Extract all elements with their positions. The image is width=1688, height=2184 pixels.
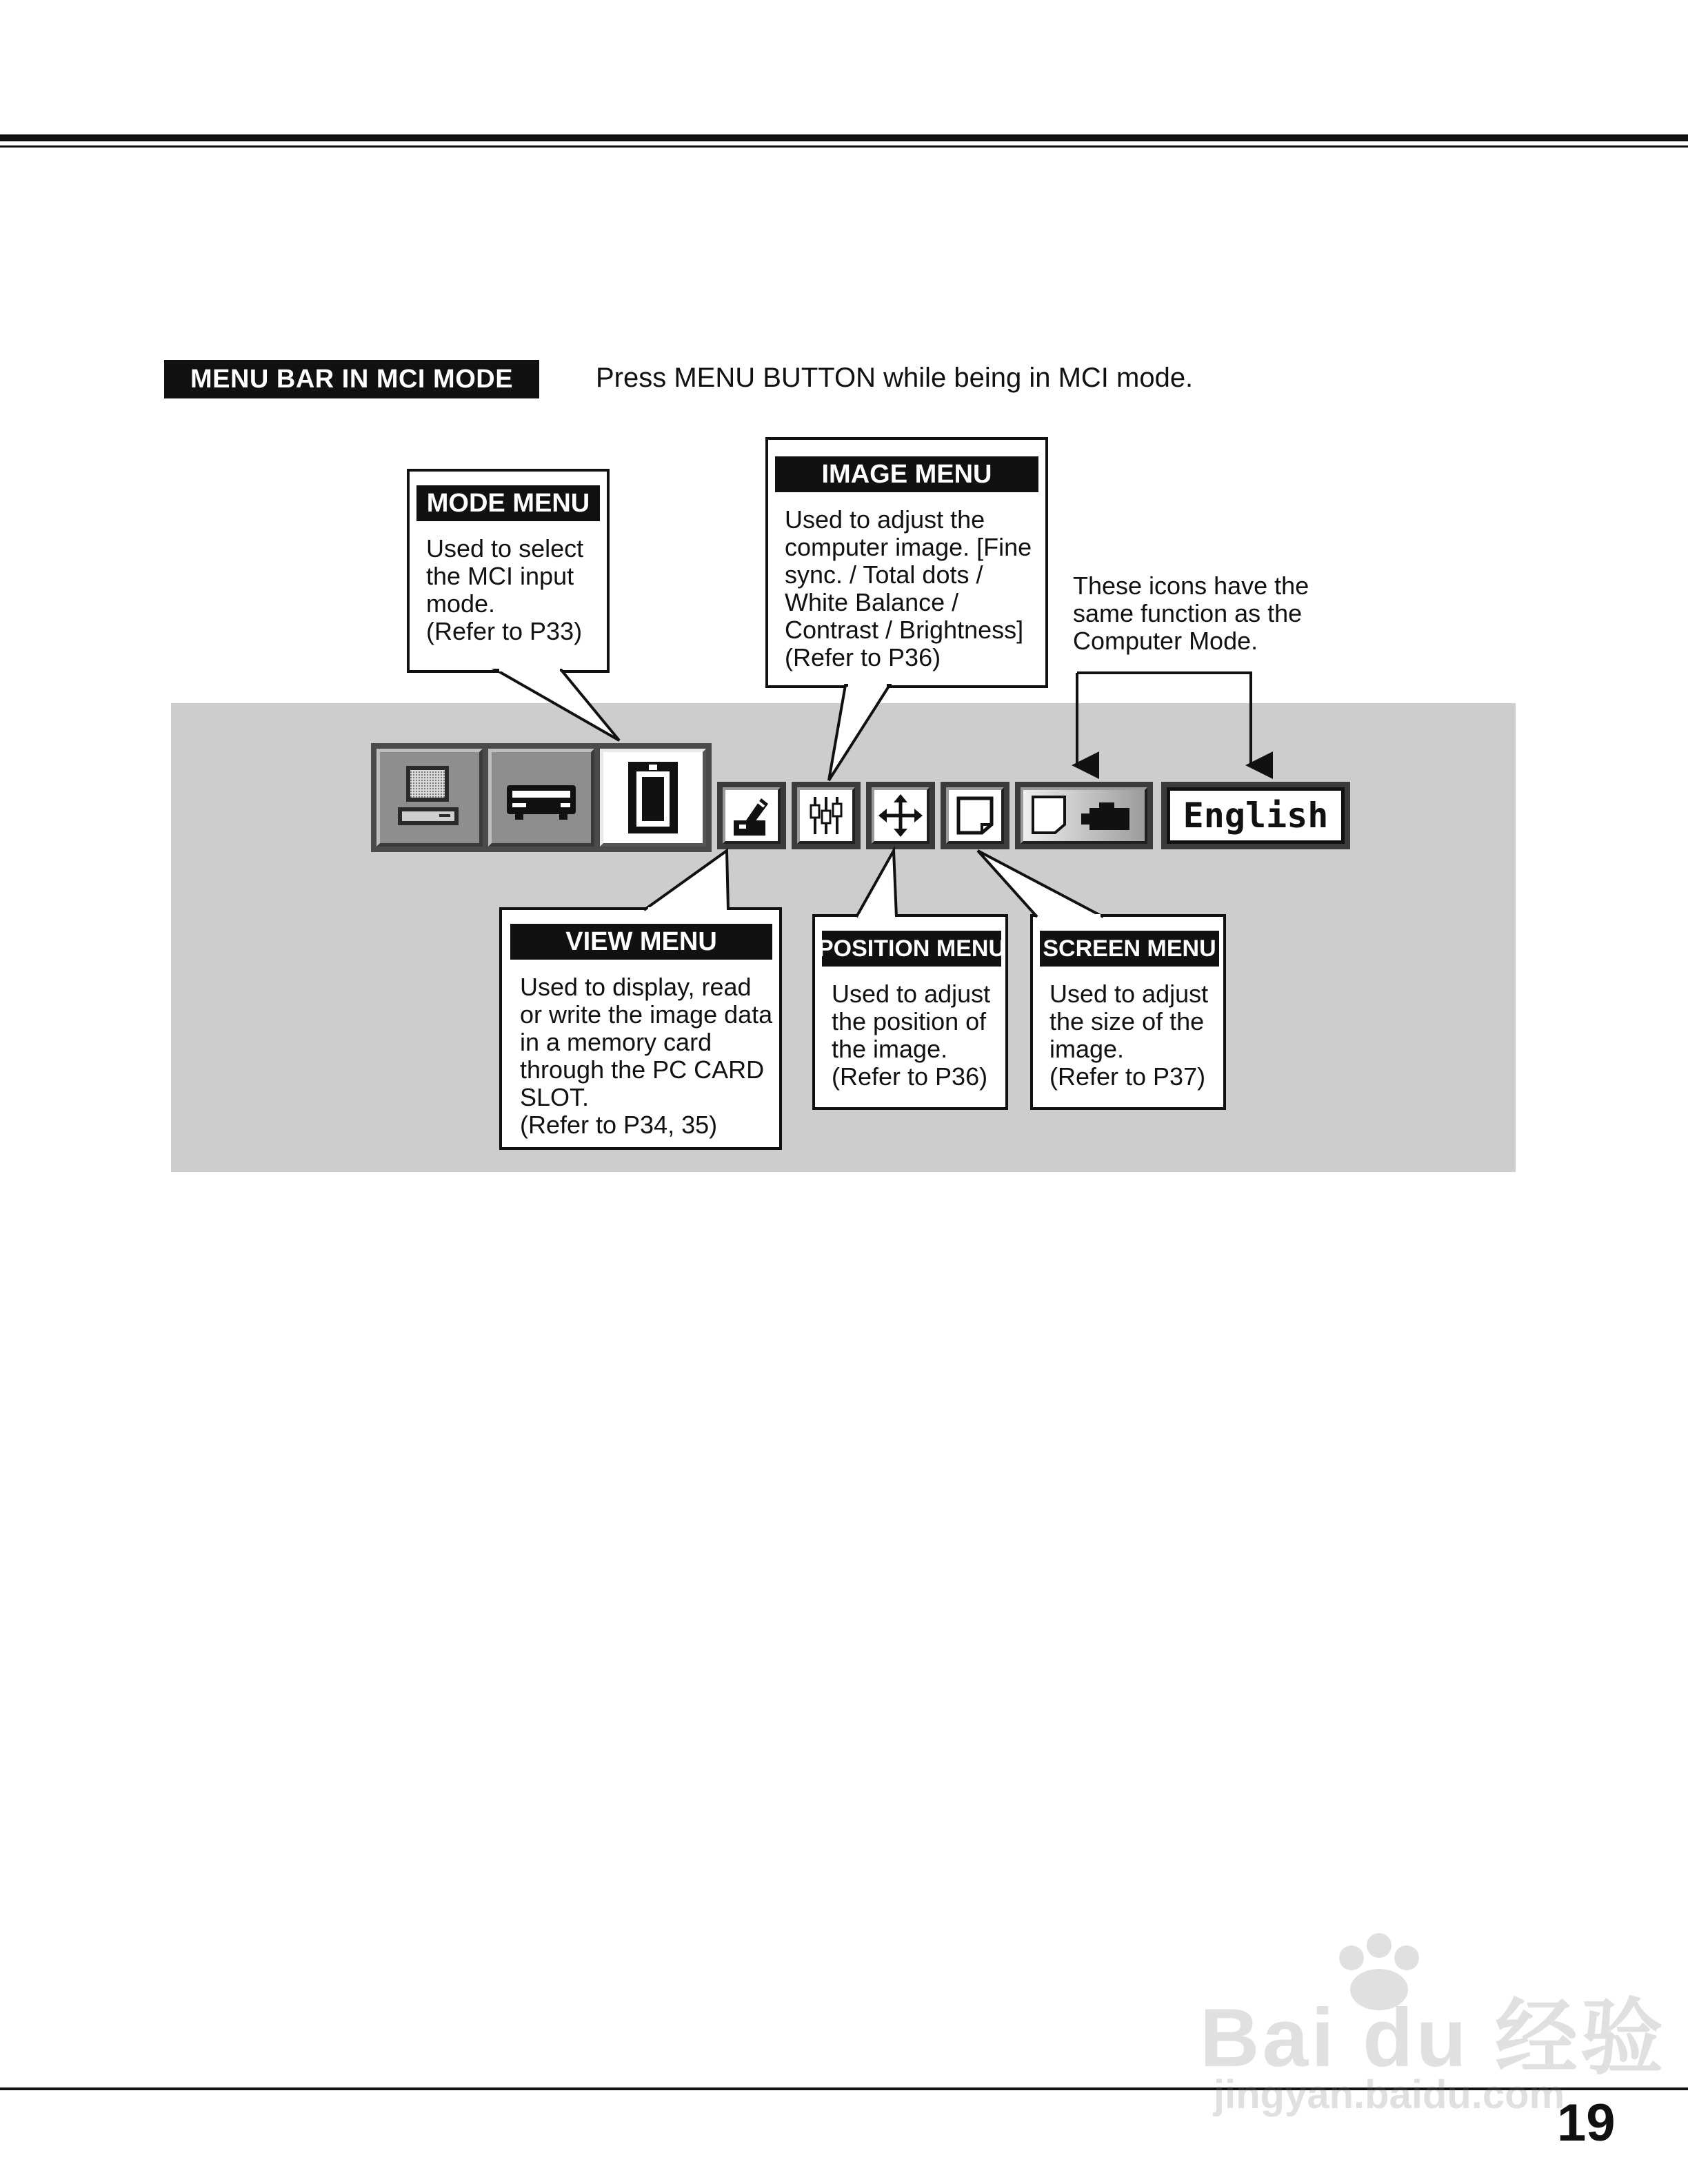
- mode-menu-line: mode.: [426, 589, 496, 618]
- screen-menu-line: (Refer to P37): [1049, 1062, 1206, 1091]
- language-menu-button[interactable]: [1161, 782, 1350, 849]
- image-menu-line: White Balance /: [785, 588, 959, 616]
- screen-menu-callout: [1030, 914, 1226, 1110]
- view-menu-description: [520, 973, 772, 1139]
- note-line: same function as the: [1073, 599, 1303, 627]
- view-menu-line: Used to display, read: [520, 973, 752, 1001]
- image-menu-line: (Refer to P36): [785, 643, 941, 671]
- image-menu-line: sync. / Total dots /: [785, 560, 983, 589]
- screen-menu-line: image.: [1049, 1035, 1125, 1063]
- note-line: Computer Mode.: [1073, 627, 1258, 655]
- screen-menu-line: the size of the: [1049, 1007, 1205, 1035]
- view-menu-title: VIEW MENU: [510, 924, 772, 960]
- intro-text: Press MENU BUTTON while being in MCI mode.: [596, 363, 1194, 393]
- screen-size-icon: [949, 790, 1001, 841]
- watermark: [1200, 1930, 1667, 2117]
- image-menu-line: Contrast / Brightness]: [785, 616, 1024, 644]
- mode-menu-title: MODE MENU: [416, 485, 600, 521]
- image-adjust-icon: [800, 790, 852, 841]
- view-menu-line: in a memory card: [520, 1028, 712, 1056]
- mode-menu-description: [426, 535, 583, 645]
- shared-icons-note: [1073, 572, 1309, 655]
- position-menu-line: (Refer to P36): [832, 1062, 988, 1091]
- top-rule-thick: [0, 134, 1688, 141]
- position-menu-button[interactable]: [866, 782, 935, 849]
- image-menu-line: computer image. [Fine: [785, 533, 1032, 561]
- section-label: MENU BAR IN MCI MODE: [164, 360, 539, 398]
- watermark-url: jingyan.baidu.com: [1214, 2072, 1565, 2117]
- setting-menu-button[interactable]: [1015, 782, 1153, 849]
- mode-menu-line: Used to select: [426, 534, 584, 563]
- position-menu-line: Used to adjust: [832, 980, 991, 1008]
- screen-menu-line: Used to adjust: [1049, 980, 1209, 1008]
- mode-buttons-frame: [371, 743, 712, 852]
- video-device-icon: [492, 752, 591, 843]
- position-menu-line: the position of: [832, 1007, 987, 1035]
- position-arrows-icon: [874, 790, 927, 841]
- screen-menu-description: [1049, 980, 1208, 1091]
- image-menu-title: IMAGE MENU: [775, 456, 1038, 492]
- view-menu-callout: [499, 907, 782, 1150]
- view-menu-line: through the PC CARD: [520, 1055, 765, 1084]
- position-menu-line: the image.: [832, 1035, 948, 1063]
- mode-menu-callout: [407, 469, 610, 673]
- image-menu-line: Used to adjust the: [785, 505, 985, 534]
- video-mode-button[interactable]: [488, 749, 594, 847]
- image-menu-button[interactable]: [792, 782, 861, 849]
- memory-card-icon: [603, 752, 703, 843]
- mode-menu-line: (Refer to P33): [426, 617, 583, 645]
- language-label: English: [1167, 787, 1345, 844]
- view-menu-icon: [725, 790, 778, 841]
- mode-menu-line: the MCI input: [426, 562, 574, 590]
- screen-menu-button[interactable]: [941, 782, 1009, 849]
- screen-menu-title: SCREEN MENU: [1040, 931, 1219, 967]
- view-menu-line: (Refer to P34, 35): [520, 1111, 718, 1139]
- note-line: These icons have the: [1073, 572, 1309, 600]
- view-menu-button[interactable]: [717, 782, 786, 849]
- view-menu-line: SLOT.: [520, 1083, 590, 1111]
- setting-camera-icon: [1023, 790, 1145, 841]
- view-menu-line: or write the image data: [520, 1000, 773, 1029]
- mci-mode-button[interactable]: [600, 749, 706, 847]
- position-menu-title: POSITION MENU: [822, 931, 1001, 967]
- computer-mode-button[interactable]: [376, 749, 483, 847]
- image-menu-description: [785, 506, 1032, 671]
- position-menu-description: [832, 980, 990, 1091]
- page-number: 19: [1557, 2094, 1616, 2152]
- position-menu-callout: [812, 914, 1008, 1110]
- watermark-text: Bai du 经验: [1200, 1992, 1667, 2084]
- image-menu-callout: [765, 437, 1048, 688]
- computer-icon: [380, 752, 479, 843]
- top-rule-thin: [0, 145, 1688, 148]
